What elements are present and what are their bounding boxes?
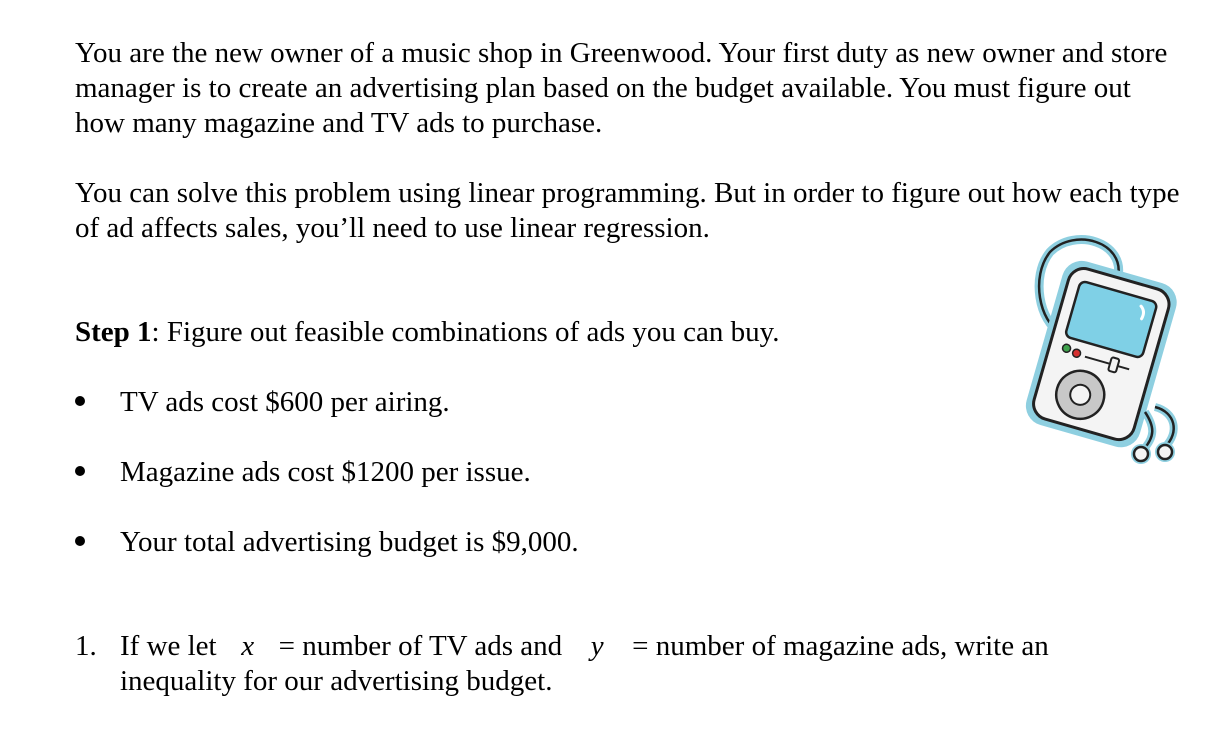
question-text-part-3: = number of magazine ads, write an [632,630,1049,662]
variable-y: y [590,630,604,662]
question-text-part-1: If we let [120,630,217,662]
question-line-2: inequality for our advertising budget. [120,665,553,697]
bullet-dot [75,466,85,476]
question-text-part-2: = number of TV ads and [278,630,563,662]
bullet-text: Your total advertising budget is $9,000. [120,526,579,558]
linear-programming-paragraph: You can solve this problem using linear programming. But in order to figure out how each type of ad affects sales, you’ll need to use linear regression. [75,177,1180,244]
bullet-dot [75,536,85,546]
mp3-player-icon [1015,232,1190,477]
question-line-1 [120,629,1049,664]
question-number: 1. [75,630,97,662]
bullet-dot [75,396,85,406]
step-1-text: : Figure out feasible combinations of ads you can buy. [151,316,780,348]
step-1-label: Step 1 [75,316,152,348]
bullet-text: Magazine ads cost $1200 per issue. [120,456,531,488]
variable-x: x [241,630,255,662]
bullet-text: TV ads cost $600 per airing. [120,386,450,418]
intro-paragraph: You are the new owner of a music shop in Greenwood. Your first duty as new owner and store manager is to create an advertising plan based on the budget available. You must figure out how many magazine and TV ads to purchase. [75,37,1168,139]
